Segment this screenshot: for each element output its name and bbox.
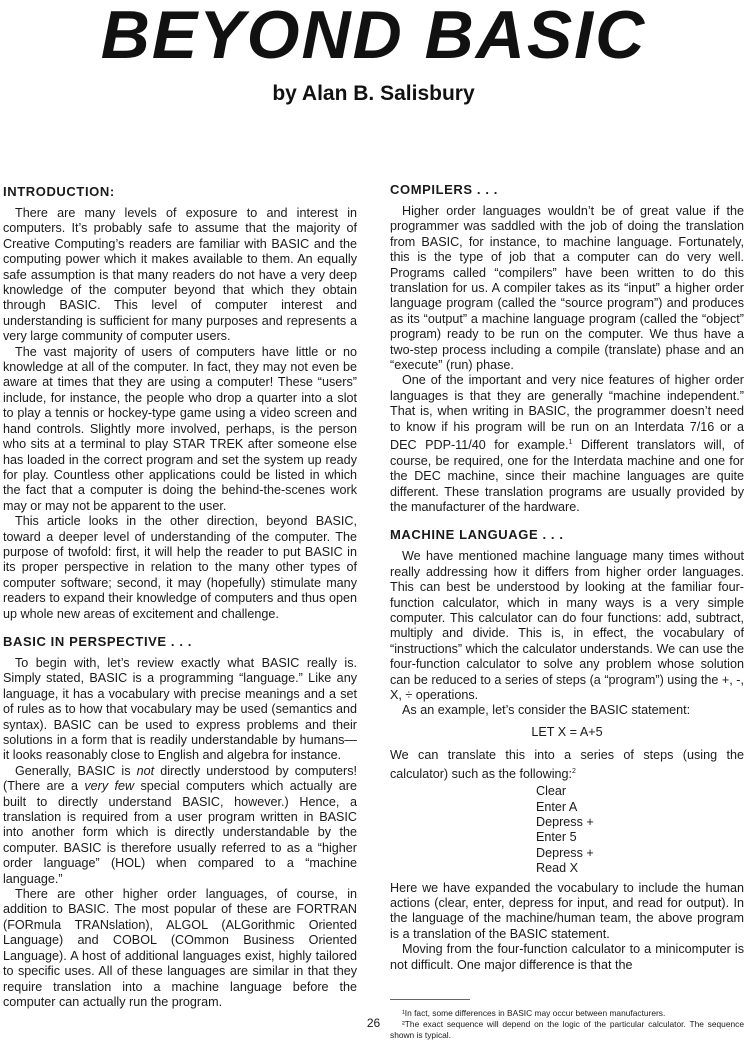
step: Clear (536, 784, 567, 799)
step: Enter A (536, 799, 578, 814)
section-heading-machine-language: MACHINE LANGUAGE . . . (390, 527, 564, 543)
section-heading-basic-in-perspective: BASIC IN PERSPECTIVE . . . (3, 633, 192, 649)
text-run: One of the important and very nice features of higher order languages is that they are generally “machine independent.” That is, when writing in BASIC, the programmer doesn’t need to know if his program will be run on an Interdata 7/16 or a DEC PDP-11/40 for example. (390, 373, 744, 453)
basic-statement: LET X = A+5 (531, 724, 603, 739)
text-run: We can translate this into a series of steps (using the calculator) such as the following: (390, 748, 744, 781)
paragraph: We have mentioned machine language many times without really addressing how it differs from higher order languages. This can best be understood by looking at the familiar four-function calculator, which in many ways is a very simple computer. This calculator can do four functions: add, subtract, multiply and divide. This is, in effect, the vocabulary of “instructions” which the calculator understands. We can use the four-function calculator to solve any problem whose solution can be reduced to a series of steps (a “program”) using the +, -, X, ÷ operations. (390, 549, 744, 702)
step: Depress + (536, 815, 594, 829)
paragraph (3, 764, 357, 887)
left-column (3, 184, 357, 1010)
paragraph: To begin with, let’s review exactly what BASIC really is. Simply stated, BASIC is a programming “language.” Like any language, it has a vocabulary with precise meanings and a set of rules as to how that vocabulary may be used (semantics and syntax). BASIC can be used to express problems and their solutions in a form that is readily understandable by humans—it looks reasonably close to English and algebra for instance. (3, 655, 357, 763)
section-heading-compilers: COMPILERS . . . (390, 182, 498, 197)
calculator-steps (536, 784, 744, 876)
paragraph: There are many levels of exposure to and interest in computers. It’s probably safe to assume that the majority of Creative Computing’s readers are familiar with BASIC and the computing power which it makes available to them. An equally safe assumption is that many readers do not have a very deep knowledge of the computer beyond that which they obtain through BASIC. This level of computer interest and understanding is sufficient for many purposes and represents a very large community of computer users. (3, 206, 357, 344)
step: Enter 5 (536, 830, 577, 845)
step: Read X (536, 861, 579, 876)
page-number: 26 (366, 1016, 381, 1030)
paragraph: Higher order languages wouldn’t be of great value if the programmer was saddled with the job of doing the translation from BASIC, for instance, to machine language. Fortunately, this is the type of job that a computer can do very well. Programs called “compilers” have been written to do this translation for us. A compiler takes as its “input” a higher order language program (called the “source program”) and produces as its “output” a machine language program (called the “object” program) ready to be run on the computer. We thus have a two-step process including a compile (translate) phase and an “execute” (run) phase. (390, 204, 744, 373)
section-heading-introduction: INTRODUCTION: (3, 184, 115, 199)
step: Depress + (536, 845, 594, 860)
text-run: directly understood by computers! (There are a (3, 763, 357, 794)
footnote-divider (390, 999, 470, 1000)
footnote-1: ¹In fact, some differences in BASIC may occur between manufacturers. (402, 1008, 666, 1019)
text-run: special computers which actually are built to directly understand BASIC, however.) Hence, a translation is required from a user program written in BASIC into another form which is directly understandable by the computer. BASIC is therefore usually referred to as a “higher order language” (HOL) when compared to a “machine language.” (3, 779, 358, 886)
paragraph: Moving from the four-function calculator to a minicomputer is not difficult. One major difference is that the (390, 942, 744, 972)
emphasis-not: not (136, 763, 155, 778)
paragraph (390, 373, 744, 515)
right-column (390, 182, 744, 1041)
article-title: BEYOND BASIC (100, 0, 647, 73)
paragraph: There are other higher order languages, of course, in addition to BASIC. The most popular of these are FORTRAN (FORmula TRANslation), ALGOL (ALGorithmic Oriented Language) and COBOL (COmmon Business Oriented Language). A host of additional languages exist, highly tailored to specific uses. All of these languages are similar in that they require translation into a machine language before the computer can actually run the program. (3, 887, 357, 1009)
paragraph: Here we have expanded the vocabulary to include the human actions (clear, enter, depress for input, and read for output). In the language of the machine/human team, the above program is a translation of the BASIC statement. (390, 880, 744, 941)
byline: by Alan B. Salisbury (272, 82, 475, 105)
footnote-ref: 2 (572, 767, 576, 775)
paragraph: As an example, let’s consider the BASIC statement: (402, 703, 691, 718)
text-run: Generally, BASIC is (15, 763, 137, 778)
footnote-2: ²The exact sequence will depend on the logic of the particular calculator. The sequence shown is typical. (390, 1019, 744, 1041)
footnote-ref: 1 (568, 439, 573, 447)
paragraph (390, 748, 744, 782)
paragraph: This article looks in the other direction, beyond BASIC, toward a deeper level of understanding of the computer. The purpose of twofold: first, it will help the reader to put BASIC in its proper perspective in relation to the many other types of computer software; second, it may (hopefully) stimulate many readers to expand their knowledge of computers and thus open up whole new areas of excitement and challenge. (3, 514, 357, 621)
paragraph: The vast majority of users of computers have little or no knowledge at all of the computer. In fact, they may not even be aware at times that they are using a computer! These “users” include, for instance, the people who drop a quarter into a slot to play a tennis or hockey-type game using a video screen and hand controls. Slightly more involved, perhaps, is the person who sits at a terminal to play STAR TREK after someone else has loaded in the correct program and set the system up ready for play. Countless other applications could be listed in which the fact that a computer is doing the behind-the-scenes work may or may not be apparent to the user. (3, 344, 357, 513)
text-run: Different translators will, of course, be required, one for the Interdata machine and one for the DEC machine, since their machine languages are quite different. These translation programs are usually provided by the manufacturer of the hardware. (390, 438, 744, 514)
emphasis-very-few: very few (84, 779, 135, 794)
